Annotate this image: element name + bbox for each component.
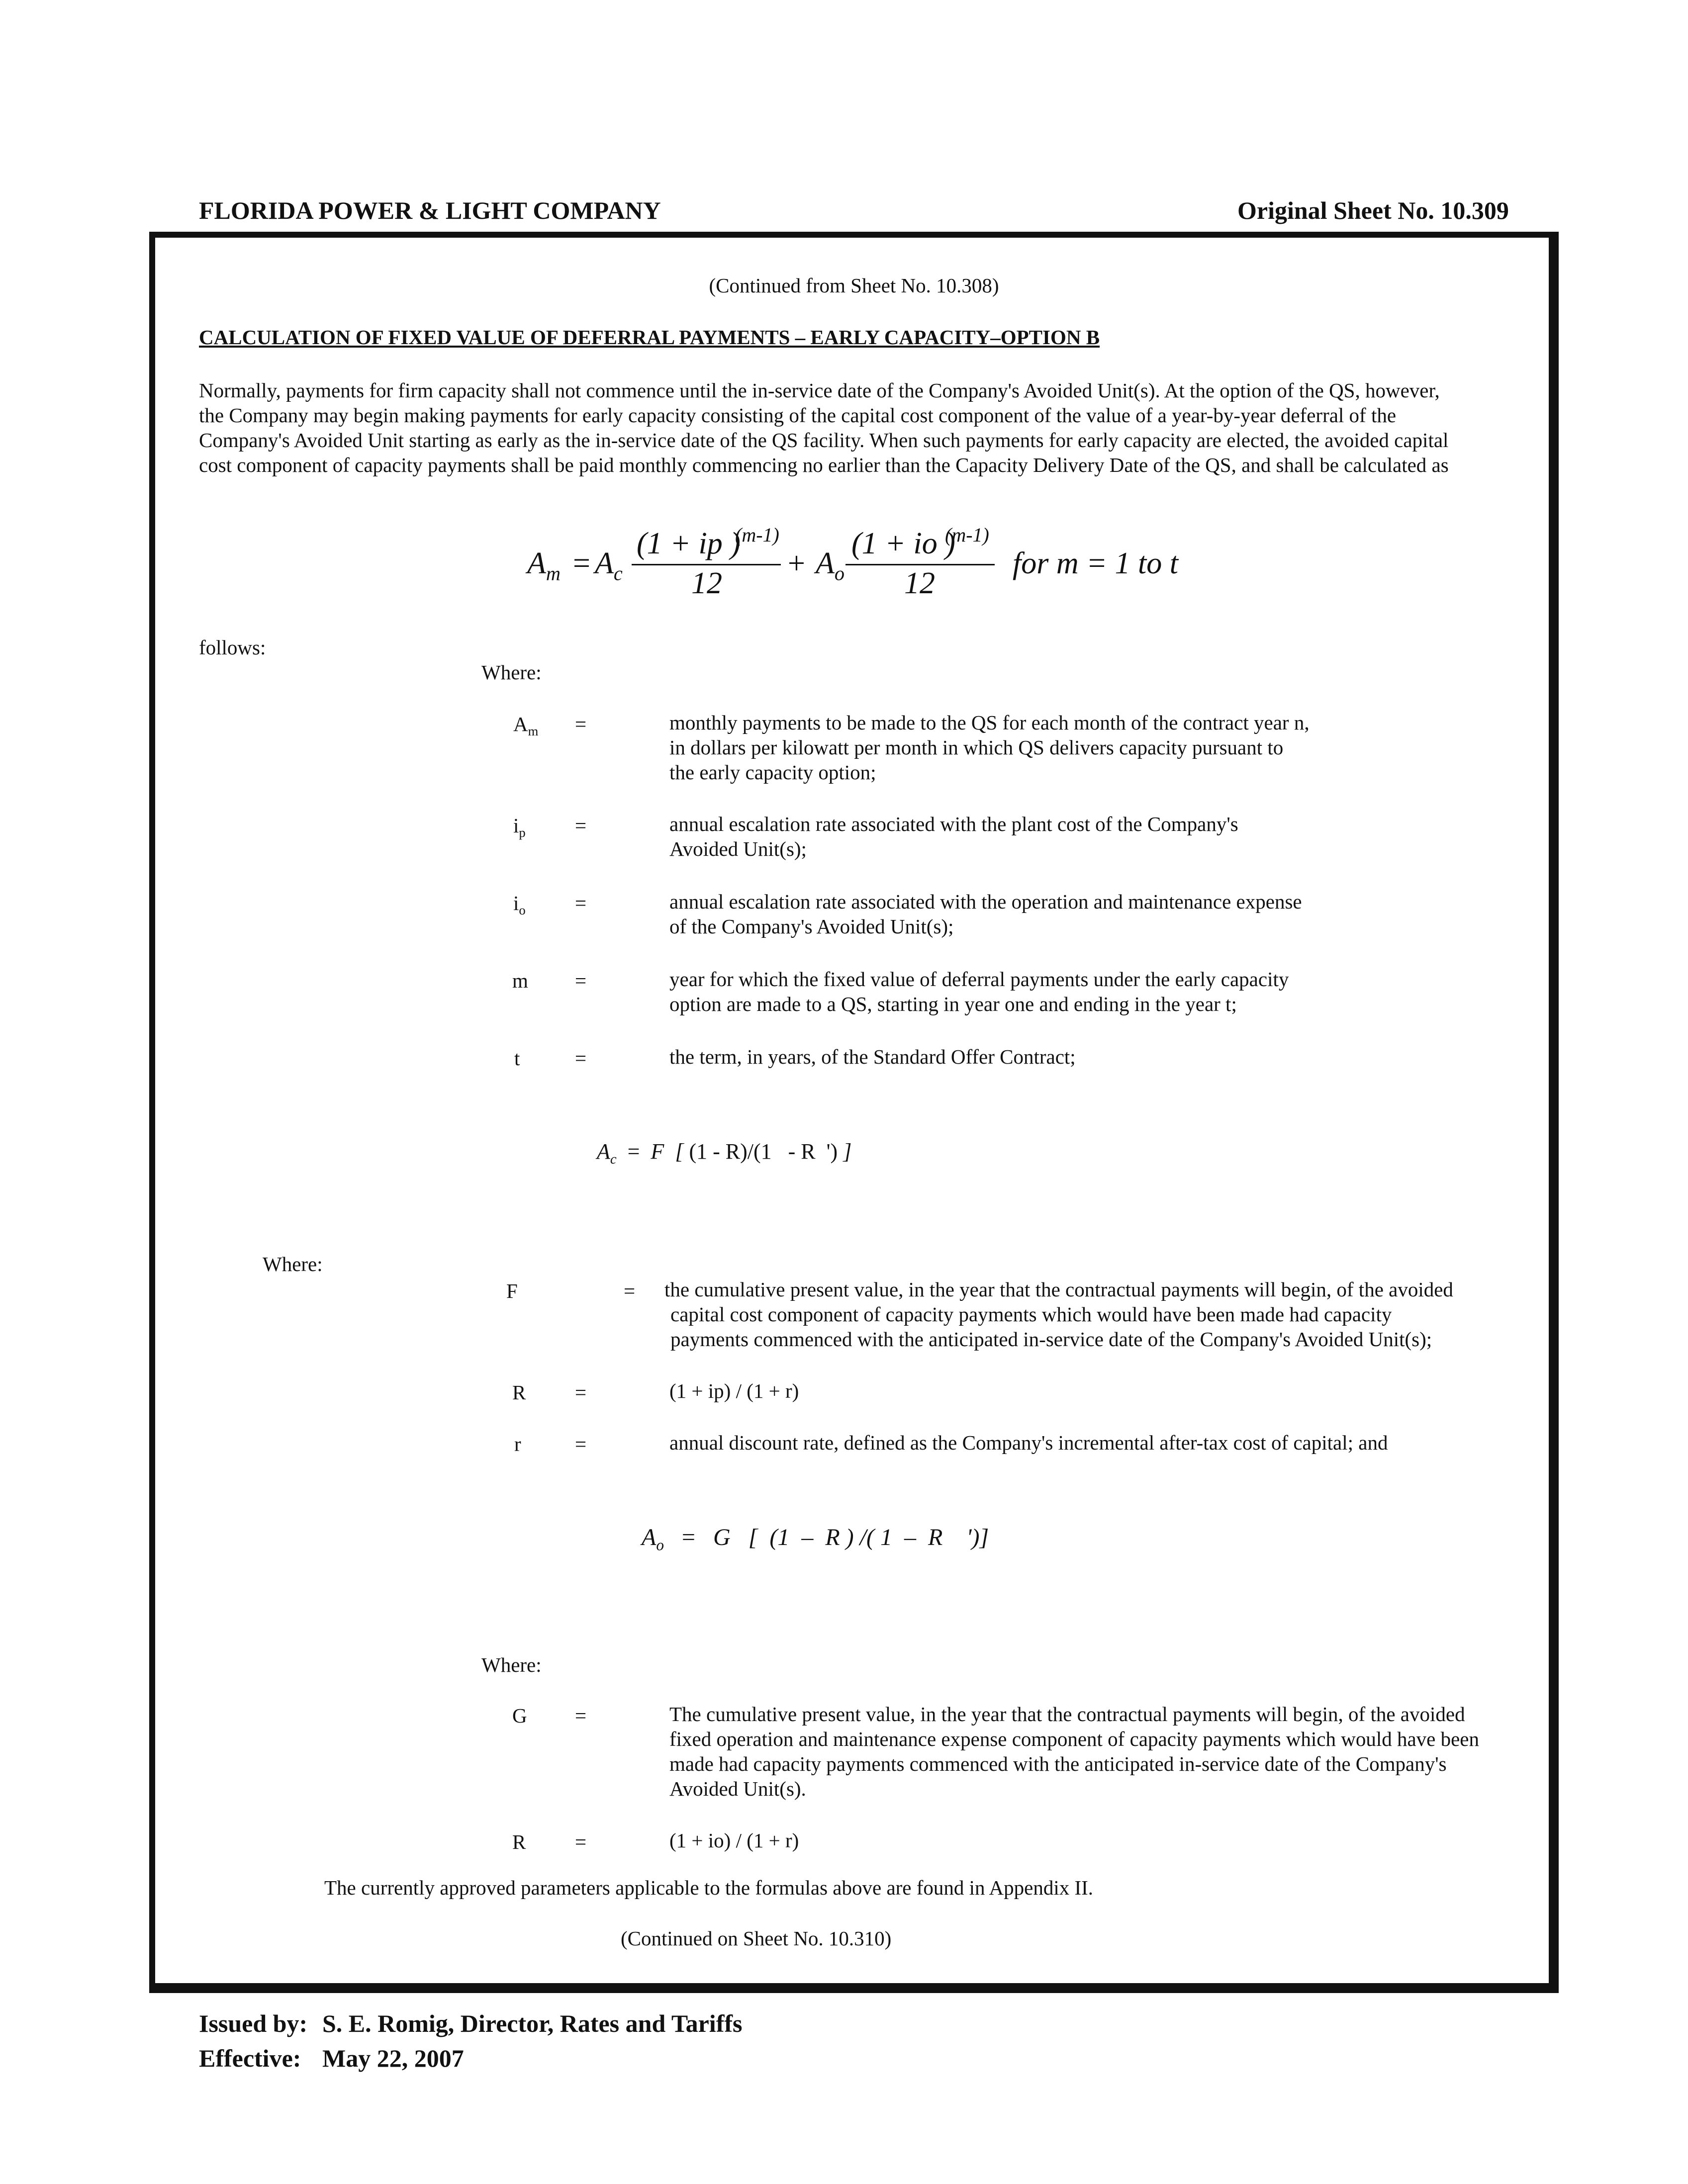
symbol-io: $i_o$: [513, 892, 526, 918]
appendix-note: The currently approved parameters applicable to the formulas above are found in Appendix II.: [324, 1876, 1094, 1899]
definition-line: year for which the fixed value of deferral payments under the early capacity: [669, 968, 1289, 991]
formula-plus: +: [786, 546, 807, 580]
definition-t: [669, 1044, 1347, 1069]
bracket-open: [: [675, 1139, 684, 1164]
formula-range: for m = 1 to t: [1013, 546, 1178, 580]
formula-lhs: $A_c$: [597, 1139, 617, 1167]
formula-ac: $A_c$: [595, 546, 623, 585]
symbol-f: F: [506, 1279, 518, 1302]
definition-line: annual escalation rate associated with the operation and maintenance expense: [669, 890, 1302, 913]
where-label: Where:: [263, 1253, 323, 1275]
definition-line: Avoided Unit(s).: [669, 1777, 806, 1800]
definition-line: in dollars per kilowatt per month in which QS delivers capacity pursuant to: [669, 736, 1284, 759]
formula-equals: =: [571, 546, 592, 580]
equals-sign: =: [575, 713, 587, 735]
definition-am: [669, 710, 1347, 785]
formula-ao-definition: [642, 1524, 989, 1554]
equals-sign: =: [575, 1704, 587, 1727]
definition-line: fixed operation and maintenance expense component of capacity payments which would have been: [669, 1728, 1480, 1750]
bracket-close: ]: [843, 1139, 852, 1164]
where-label: Where:: [481, 1653, 542, 1676]
formula-body: (1 - R)/(1 - R '): [689, 1139, 838, 1164]
issued-by-value: S. E. Romig, Director, Rates and Tariffs: [322, 2009, 743, 2037]
equals-sign: =: [575, 1433, 587, 1456]
equals-sign: =: [575, 892, 587, 914]
definition-m: [669, 967, 1347, 1016]
continued-on: (Continued on Sheet No. 10.310): [621, 1927, 892, 1950]
definition-io: [669, 889, 1347, 939]
equals-sign: =: [575, 814, 587, 837]
definition-line: Avoided Unit(s);: [669, 837, 807, 860]
formula-equals: =: [627, 1139, 640, 1164]
follows-text: follows:: [199, 636, 266, 659]
definition-line: The cumulative present value, in the year that the contractual payments will begin, of the avoided: [669, 1703, 1465, 1726]
company-name: FLORIDA POWER & LIGHT COMPANY: [199, 196, 661, 224]
equals-sign: =: [575, 1381, 587, 1404]
formula-g: G: [713, 1524, 731, 1550]
bracket-close: ]: [979, 1524, 989, 1550]
formula-body: (1 – R ) /( 1 – R '): [769, 1524, 980, 1550]
symbol-t: t: [514, 1047, 520, 1070]
symbol-r-io: R: [512, 1830, 526, 1853]
definition-f: [664, 1277, 1536, 1352]
symbol-m: m: [512, 969, 528, 992]
symbol-am: $A_m$: [513, 713, 539, 739]
intro-paragraph: [199, 378, 1536, 477]
definition-line: the cumulative present value, in the year that the contractual payments will begin, of the avoided: [664, 1278, 1453, 1301]
definition-line: monthly payments to be made to the QS for each month of the contract year n,: [669, 711, 1310, 734]
intro-line: Company's Avoided Unit starting as early as the in-service date of the QS facility. When such payments for early capacity are elected, the avoided capital: [199, 429, 1449, 452]
bracket-open: [: [748, 1524, 758, 1550]
formula-ac-definition: [597, 1139, 851, 1168]
definition-ip: [669, 812, 1347, 861]
formula-f: F: [651, 1139, 664, 1164]
definition-line: option are made to a QS, starting in year one and ending in the year t;: [669, 993, 1237, 1015]
definition-r-io: (1 + io) / (1 + r): [669, 1829, 799, 1852]
formula-lhs: $A_o$: [642, 1524, 664, 1554]
intro-line: the Company may begin making payments for early capacity consisting of the capital cost component of the value of a year-by-year deferral of the: [199, 404, 1397, 427]
section-title: CALCULATION OF FIXED VALUE OF DEFERRAL PAYMENTS – EARLY CAPACITY–OPTION B: [199, 326, 1100, 349]
definition-line: the term, in years, of the Standard Offer Contract;: [669, 1045, 1076, 1068]
definition-line: made had capacity payments commenced with the anticipated in-service date of the Company's: [669, 1752, 1447, 1775]
equals-sign: =: [624, 1279, 636, 1302]
symbol-g: G: [512, 1704, 527, 1727]
definition-line: payments commenced with the anticipated in-service date of the Company's Avoided Unit(s);: [670, 1328, 1432, 1351]
intro-line: Normally, payments for firm capacity shall not commence until the in-service date of the Company's Avoided Unit(s). At the option of the QS, however,: [199, 379, 1440, 402]
sheet-number: Original Sheet No. 10.309: [1237, 196, 1509, 224]
continued-from: (Continued from Sheet No. 10.308): [709, 274, 999, 297]
definition-line: of the Company's Avoided Unit(s);: [669, 915, 954, 938]
effective-label: Effective:: [199, 2044, 301, 2072]
definition-r-ratio: (1 + ip) / (1 + r): [669, 1379, 799, 1402]
definition-g: [669, 1702, 1536, 1801]
formula-ao: $A_o$: [816, 546, 845, 585]
intro-line: cost component of capacity payments shall be paid monthly commencing no earlier than the Capacity Delivery Date of the QS, and shall be calculated as: [199, 454, 1449, 476]
denominator-io: 12: [904, 566, 935, 600]
denominator-ip: 12: [691, 566, 722, 600]
formula-lhs: $A_m$: [527, 546, 561, 585]
effective-value: May 22, 2007: [322, 2044, 464, 2072]
exponent-io: (m-1): [945, 524, 989, 546]
numerator-io: (1 + io ): [851, 527, 955, 560]
equals-sign: =: [575, 1830, 587, 1853]
where-label: Where:: [481, 661, 542, 684]
exponent-ip: (m-1): [735, 524, 779, 546]
equals-sign: =: [575, 1047, 587, 1070]
definition-line: capital cost component of capacity payments which would have been made had capacity: [670, 1303, 1392, 1326]
numerator-ip: (1 + ip ): [637, 527, 741, 560]
symbol-r-discount: r: [514, 1433, 521, 1456]
definition-line: annual escalation rate associated with the plant cost of the Company's: [669, 813, 1238, 835]
fraction-bar-ip: [632, 564, 781, 565]
definition-r-discount: annual discount rate, defined as the Company's incremental after-tax cost of capital; and: [669, 1431, 1388, 1454]
symbol-ip: $i_p$: [513, 814, 526, 840]
symbol-r-ratio: R: [512, 1381, 526, 1404]
issued-by-label: Issued by:: [199, 2009, 308, 2037]
fraction-bar-io: [845, 564, 995, 565]
definition-line: the early capacity option;: [669, 761, 876, 784]
equals-sign: =: [575, 969, 587, 992]
formula-equals: =: [681, 1524, 695, 1550]
